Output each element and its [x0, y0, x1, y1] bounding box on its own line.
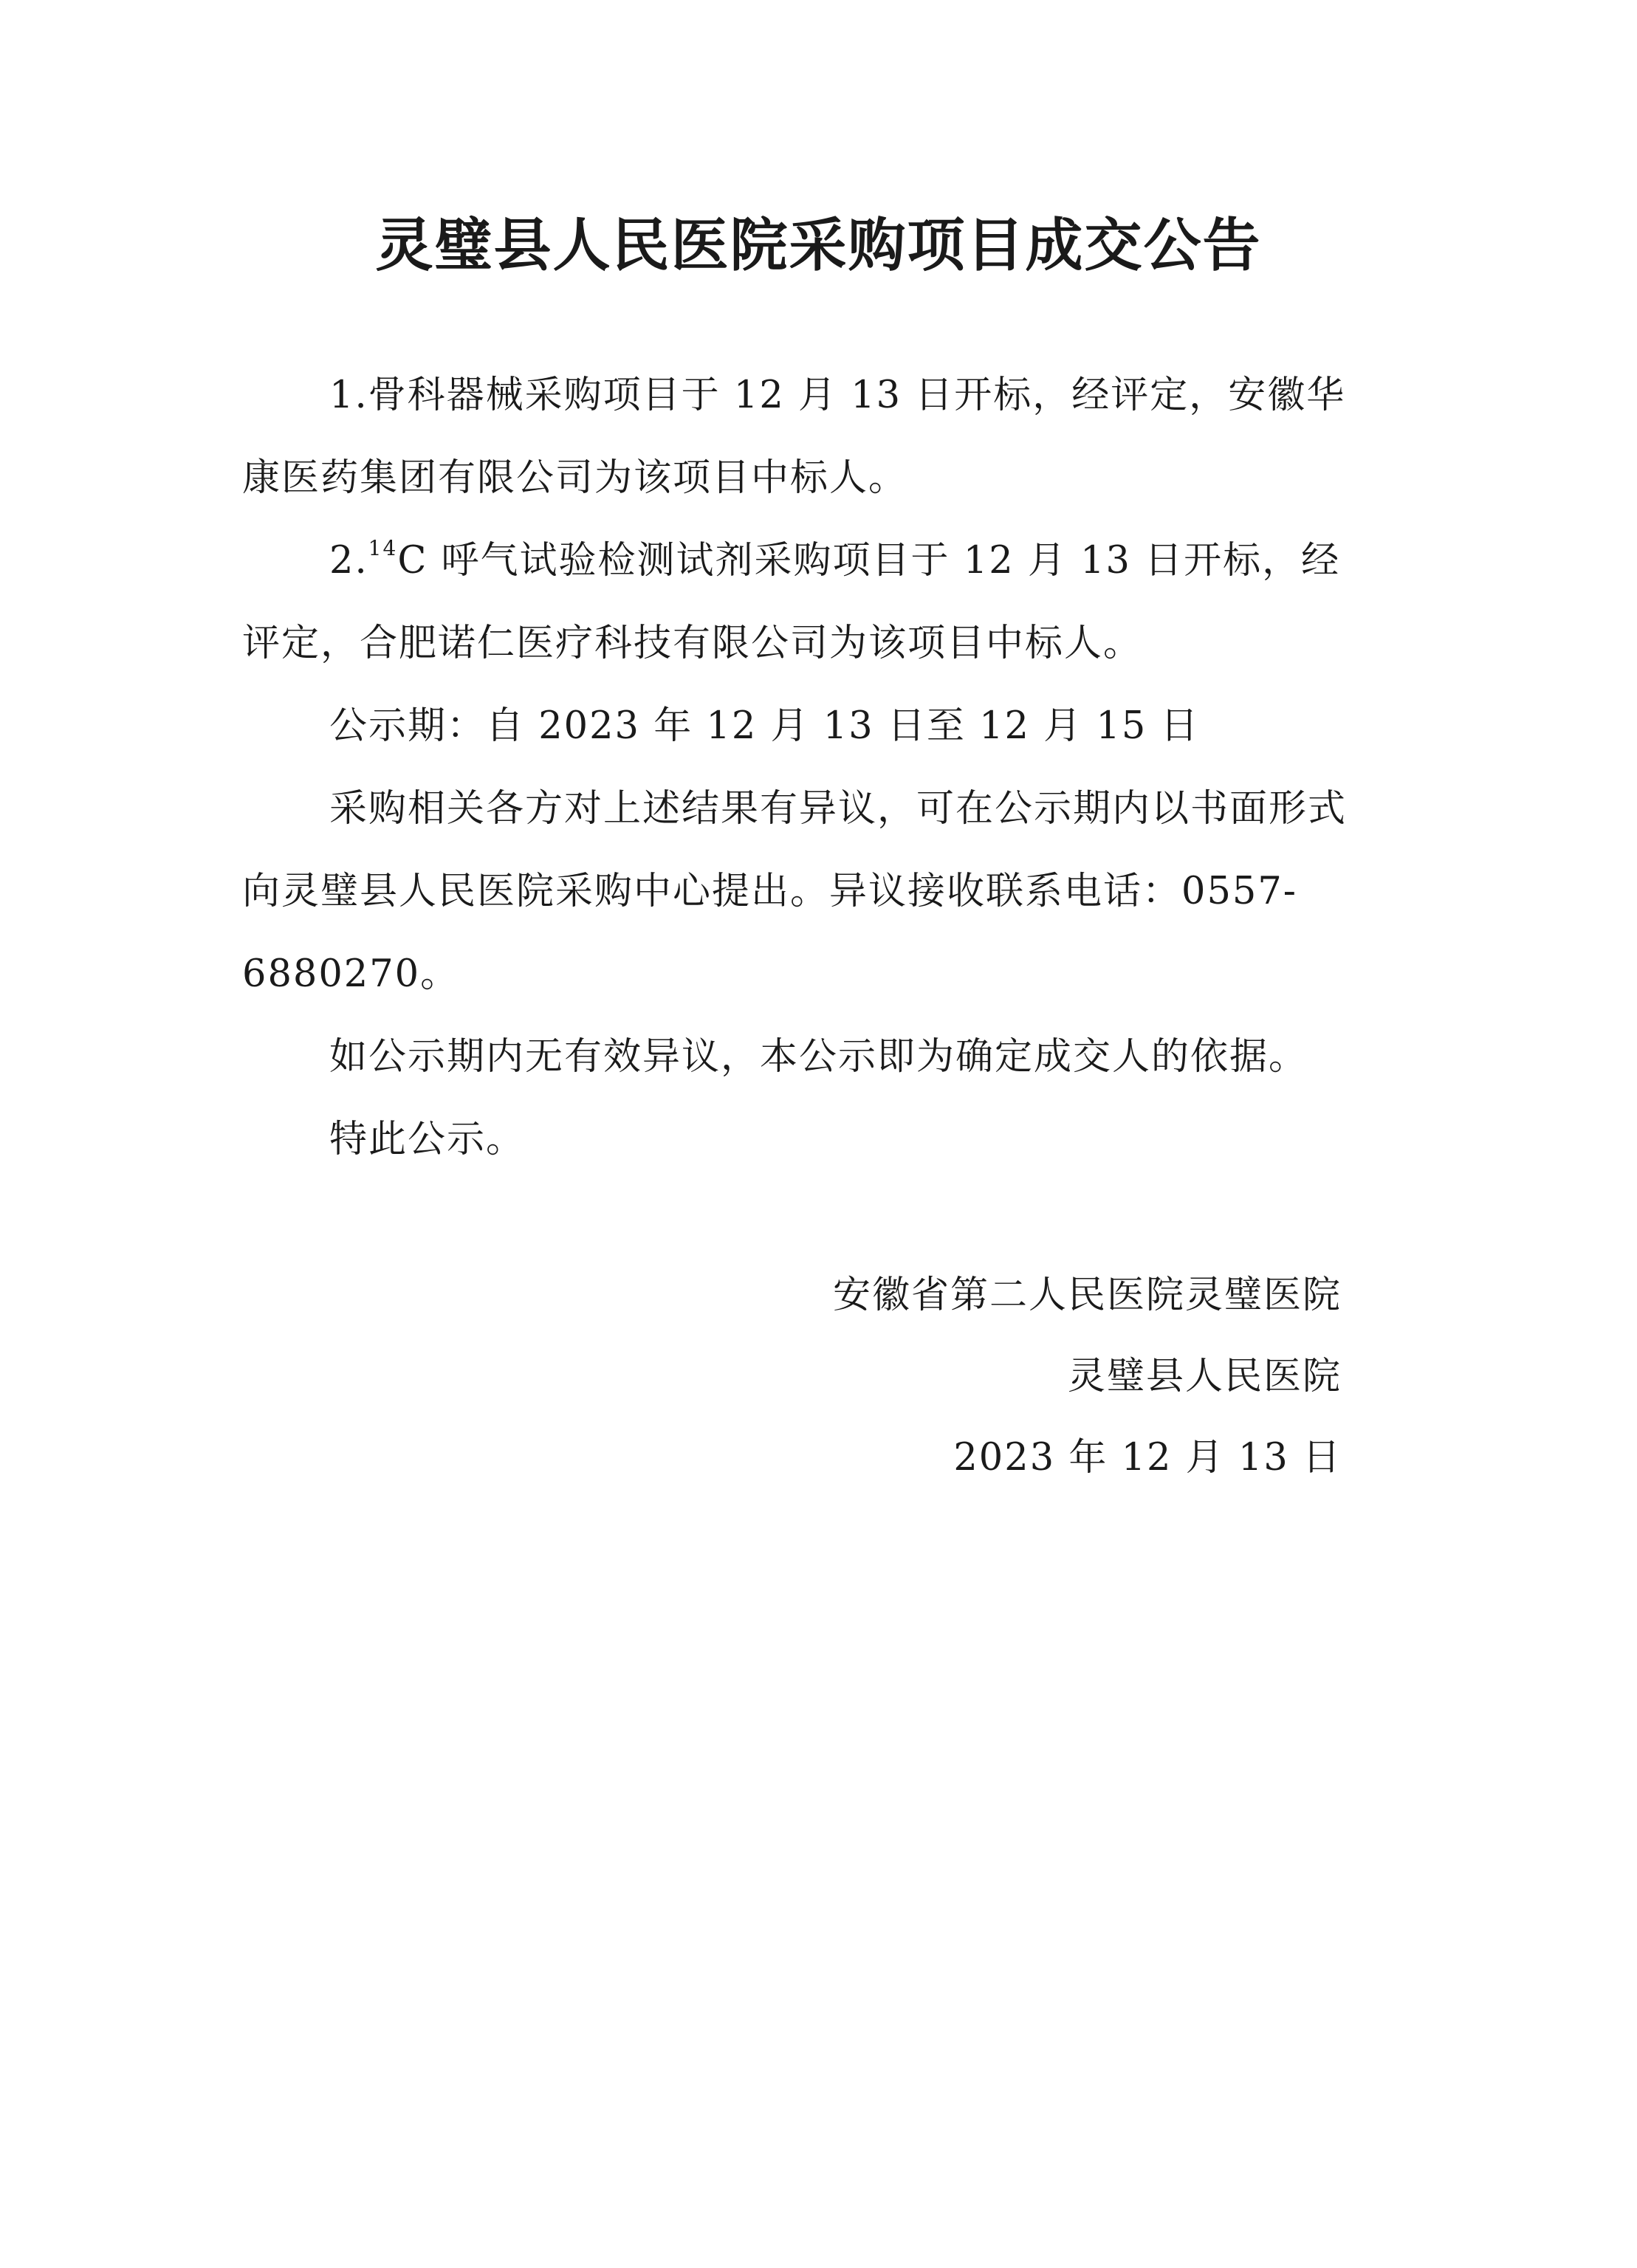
- item-1-paragraph: 1.骨科器械采购项目于 12 月 13 日开标，经评定，安徽华康医药集团有限公司为该项目中标人。: [242, 374, 1346, 500]
- item-2-paragraph: [242, 520, 1365, 685]
- signature-org-2: 灵璧县人民医院: [1067, 1355, 1342, 1398]
- signature-date: 2023 年 12 月 13 日: [953, 1436, 1342, 1480]
- item-2-prefix: 2.: [329, 539, 368, 583]
- closing-paragraph: 特此公示。: [329, 1118, 526, 1161]
- objection-paragraph: [242, 768, 1365, 1016]
- item-2-superscript: 14: [368, 536, 398, 560]
- signature-org-1: 安徽省第二人民医院灵璧医院: [832, 1274, 1342, 1317]
- validity-paragraph: 如公示期内无有效异议，本公示即为确定成交人的依据。: [329, 1035, 1308, 1079]
- page-title: 灵璧县人民医院采购项目成交公告: [375, 213, 1262, 279]
- item-2-text: C 呼气试验检测试剂采购项目于 12 月 13 日开标，经评定，合肥诺仁医疗科技有限公司为该项目中标人。: [242, 539, 1341, 665]
- phone-number: 0557-6880270。: [242, 870, 1298, 996]
- notice-period-paragraph: 公示期：自 2023 年 12 月 13 日至 12 月 15 日: [329, 704, 1200, 748]
- objection-text: 采购相关各方对上述结果有异议，可在公示期内以书面形式向灵璧县人民医院采购中心提出。异议接收联系电话：: [242, 787, 1348, 913]
- notice-body: [242, 354, 1365, 1181]
